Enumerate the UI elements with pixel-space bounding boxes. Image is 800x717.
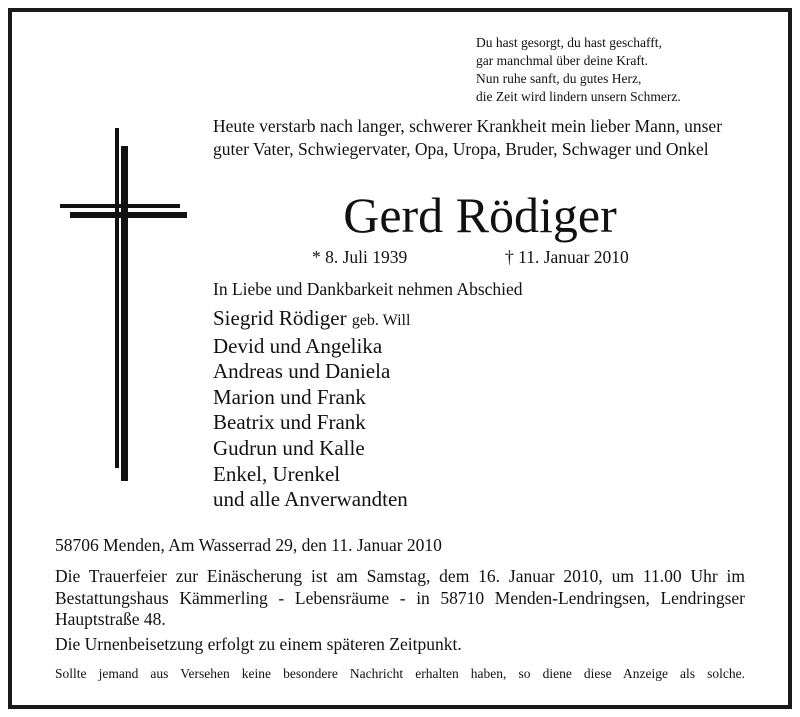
footer-notice: Sollte jemand aus Versehen keine besondere Nachricht erhalten haben, so diene diese Anzeige als solche.	[55, 666, 745, 681]
mourner-line: Andreas und Daniela	[213, 359, 391, 384]
funeral-info: Die Trauerfeier zur Einäscherung ist am Samstag, dem 16. Januar 2010, um 11.00 Uhr im Bestattungshaus Kämmerling - Lebensräume - in 58710 Menden-Lendringsen, Lendringser Hauptstraße 48.	[55, 566, 745, 629]
birth-date: * 8. Juli 1939	[312, 247, 408, 267]
poem-line: gar manchmal über deine Kraft.	[476, 53, 649, 68]
address-date-line: 58706 Menden, Am Wasserrad 29, den 11. Januar 2010	[55, 535, 442, 555]
mourner-line: Beatrix und Frank	[213, 410, 366, 435]
maiden-name: geb. Will	[351, 312, 411, 329]
death-date: † 11. Januar 2010	[505, 247, 629, 267]
mourner-line: Marion und Frank	[213, 384, 366, 409]
mourner-line	[213, 306, 410, 334]
deceased-name: Gerd Rödiger	[343, 187, 617, 243]
memorial-poem	[476, 34, 681, 106]
mourner-line: Enkel, Urenkel	[213, 461, 341, 486]
urn-burial-info: Die Urnenbeisetzung erfolgt zu einem späteren Zeitpunkt.	[55, 634, 462, 654]
death-announcement: Heute verstarb nach langer, schwerer Krankheit mein lieber Mann, unser guter Vater, Schwiegervater, Opa, Uropa, Bruder, Schwager und Onkel	[213, 116, 723, 159]
poem-line: Du hast gesorgt, du hast geschafft,	[476, 35, 662, 50]
mourner-line: und alle Anverwandten	[213, 487, 408, 512]
mourner-line: Devid und Angelika	[213, 333, 383, 358]
poem-line: Nun ruhe sanft, du gutes Herz,	[476, 71, 642, 86]
mourner-line: Gudrun und Kalle	[213, 435, 365, 460]
mourner-name: Siegrid Rödiger	[213, 306, 347, 330]
farewell-line: In Liebe und Dankbarkeit nehmen Abschied	[213, 279, 523, 299]
poem-line: die Zeit wird lindern unsern Schmerz.	[476, 89, 681, 104]
mourners-list	[213, 306, 410, 513]
